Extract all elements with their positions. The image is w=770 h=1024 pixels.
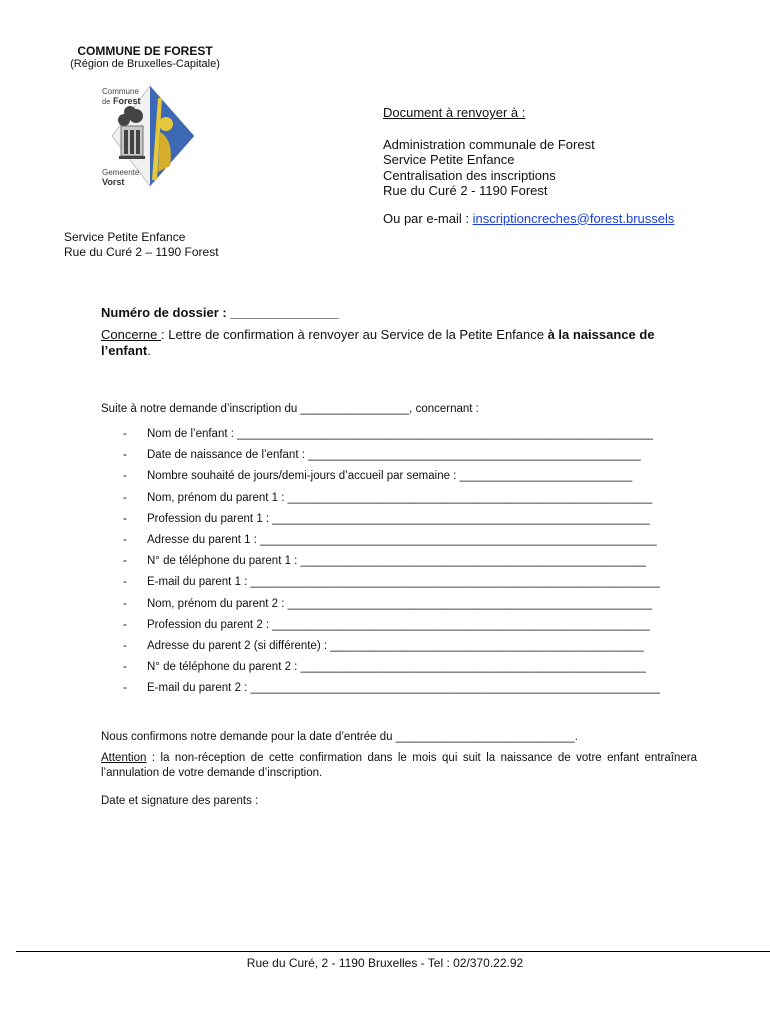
send-to-block xyxy=(383,105,674,226)
logo-text-de: de xyxy=(102,97,111,106)
email-link[interactable]: inscriptioncreches@forest.brussels xyxy=(472,210,675,226)
bullet-dash: - xyxy=(123,533,127,546)
email-line xyxy=(383,211,674,227)
bullet-dash: - xyxy=(123,597,127,610)
bullet-dash: - xyxy=(123,661,127,674)
commune-logo xyxy=(100,84,196,190)
list-item xyxy=(123,636,683,657)
concerne-bold: à la naissance de l’enfant xyxy=(101,327,655,358)
bullet-dash: - xyxy=(123,491,127,504)
attention-label: Attention xyxy=(101,752,147,764)
field-days-per-week[interactable]: Nombre souhaité de jours/demi-jours d’accueil par semaine : ___________________________ xyxy=(147,470,633,483)
field-child-name[interactable]: Nom de l’enfant : _________________________________________________________________ xyxy=(147,428,653,440)
concerne-end: . xyxy=(147,343,151,358)
concerne-text: : Lettre de confirmation à renvoyer au Service de la Petite Enfance xyxy=(160,327,548,342)
logo-text-vorst: Vorst xyxy=(102,177,125,187)
list-item xyxy=(123,488,683,509)
field-parent1-phone[interactable]: N° de téléphone du parent 1 : ______________________________________________________ xyxy=(147,555,646,568)
attention-text: : la non-réception de cette confirmation dans le mois qui suit la naissance de votre enfant entraînera l’annulation de votre demande d’inscription. xyxy=(101,752,697,779)
email-prefix: Ou par e-mail : xyxy=(383,210,473,226)
bullet-dash: - xyxy=(123,470,127,483)
list-item xyxy=(123,594,683,615)
logo-text-forest: Forest xyxy=(113,96,141,106)
bullet-dash: - xyxy=(123,618,127,631)
bullet-dash: - xyxy=(123,639,127,652)
field-parent2-address[interactable]: Adresse du parent 2 (si différente) : _________________________________________________ xyxy=(147,639,644,652)
confirm-date-line[interactable]: Nous confirmons notre demande pour la date d’entrée du ____________________________. xyxy=(101,731,578,743)
send-to-line: Centralisation des inscriptions xyxy=(383,167,556,183)
list-item xyxy=(123,424,683,445)
bullet-dash: - xyxy=(123,428,127,440)
field-list xyxy=(123,424,683,699)
send-to-heading: Document à renvoyer à : xyxy=(383,105,526,120)
list-item xyxy=(123,572,683,593)
field-parent1-email[interactable]: E-mail du parent 1 : ________________________________________________________________ xyxy=(147,576,660,589)
service-block xyxy=(64,230,219,260)
bullet-dash: - xyxy=(123,512,127,525)
send-to-line: Service Petite Enfance xyxy=(383,152,515,167)
list-item xyxy=(123,678,683,699)
send-to-line: Administration communale de Forest xyxy=(383,136,595,152)
list-item xyxy=(123,657,683,678)
list-item xyxy=(123,445,683,466)
concerne-label: Concerne xyxy=(101,327,161,342)
list-item xyxy=(123,509,683,530)
footer-divider xyxy=(16,951,770,952)
send-to-line: Rue du Curé 2 - 1190 Forest xyxy=(383,183,548,198)
field-parent2-profession[interactable]: Profession du parent 2 : ___________________________________________________________ xyxy=(147,618,650,631)
field-child-birthdate[interactable]: Date de naissance de l’enfant : ____________________________________________________ xyxy=(147,449,641,462)
signature-label: Date et signature des parents : xyxy=(101,795,259,807)
bullet-dash: - xyxy=(123,682,127,695)
service-name: Service Petite Enfance xyxy=(64,230,186,244)
dossier-number: Numéro de dossier : _______________ xyxy=(101,305,339,320)
service-address: Rue du Curé 2 – 1190 Forest xyxy=(64,245,219,259)
suite-intro: Suite à notre demande d’inscription du _________________, concernant : xyxy=(101,403,479,415)
bullet-dash: - xyxy=(123,555,127,568)
list-item xyxy=(123,615,683,636)
logo-text-gemeente: Gemeente xyxy=(102,168,140,177)
attention-paragraph xyxy=(101,751,697,780)
list-item xyxy=(123,466,683,487)
field-parent1-profession[interactable]: Profession du parent 1 : ___________________________________________________________ xyxy=(147,512,650,525)
field-parent2-name[interactable]: Nom, prénom du parent 2 : _________________________________________________________ xyxy=(147,597,653,610)
commune-name: COMMUNE DE FOREST xyxy=(77,44,213,58)
bullet-dash: - xyxy=(123,576,127,589)
footer-address: Rue du Curé, 2 - 1190 Bruxelles - Tel : 02/370.22.92 xyxy=(246,956,524,970)
field-parent2-phone[interactable]: N° de téléphone du parent 2 : ______________________________________________________ xyxy=(147,661,646,674)
field-parent1-address[interactable]: Adresse du parent 1 : ______________________________________________________________ xyxy=(147,533,657,546)
field-parent1-name[interactable]: Nom, prénom du parent 1 : _________________________________________________________ xyxy=(147,491,653,504)
region-name: (Région de Bruxelles-Capitale) xyxy=(70,58,220,70)
list-item xyxy=(123,530,683,551)
concerne-paragraph xyxy=(101,327,701,359)
list-item xyxy=(123,551,683,572)
field-parent2-email[interactable]: E-mail du parent 2 : ________________________________________________________________ xyxy=(147,682,660,695)
bullet-dash: - xyxy=(123,449,127,462)
logo-text-commune: Commune xyxy=(102,87,139,96)
